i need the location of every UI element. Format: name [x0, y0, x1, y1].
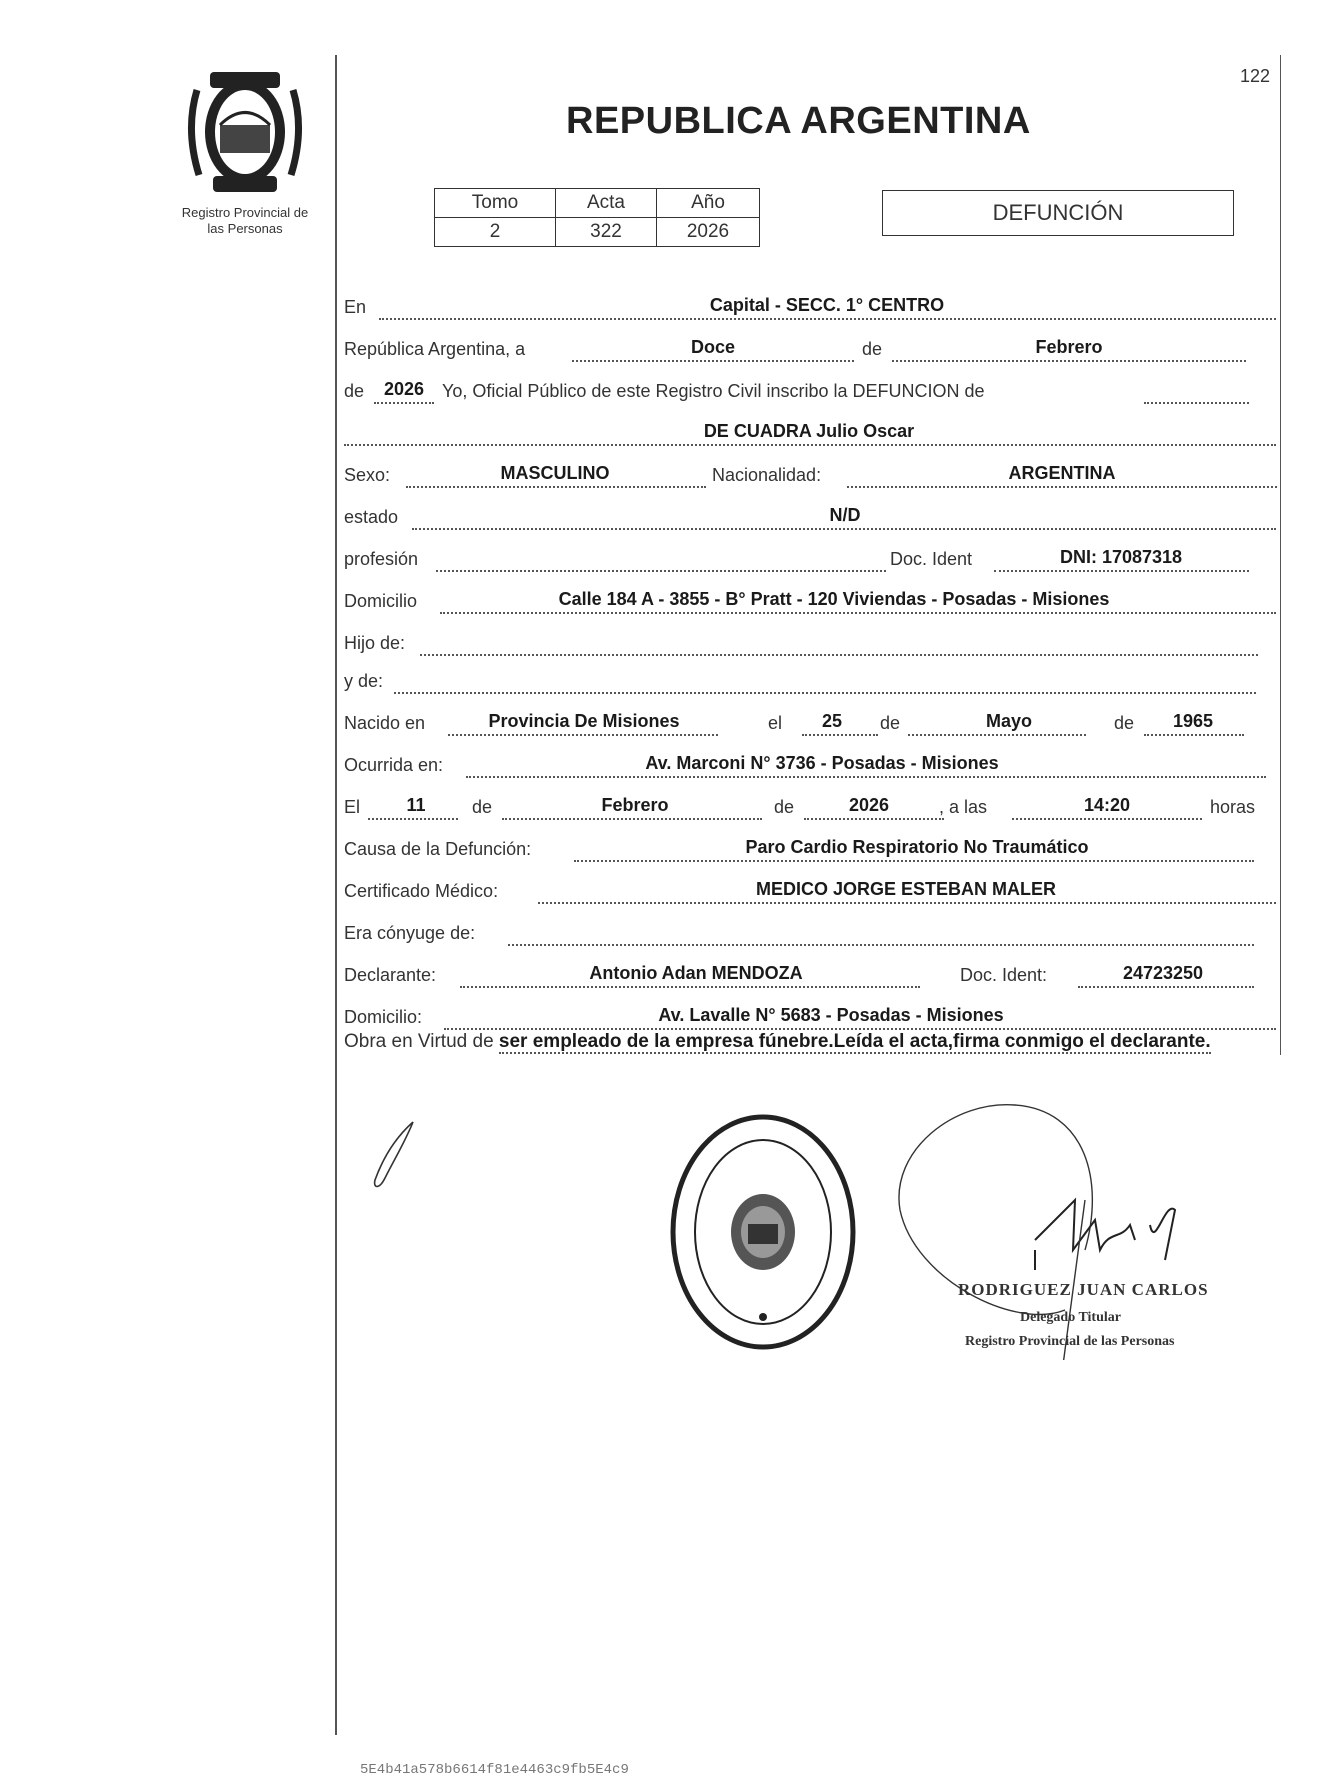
profesion-field [436, 546, 886, 572]
signatory-organization: Registro Provincial de las Personas [965, 1334, 1175, 1349]
record-table [434, 188, 760, 247]
row-estado [344, 502, 1276, 532]
conyuge-label: Era cónyuge de: [344, 923, 476, 943]
doc2-value: 24723250 [1122, 963, 1204, 983]
domicilio2-label: Domicilio: [344, 1007, 423, 1027]
estado-value: N/D [829, 505, 861, 525]
anio-header: Año [657, 189, 760, 218]
hijo-field [420, 630, 1258, 656]
anio-value: 2026 [383, 379, 425, 399]
nacido-value: Provincia De Misiones [488, 711, 680, 731]
dia-value: Doce [690, 337, 736, 357]
domicilio2-value: Av. Lavalle N° 5683 - Posadas - Misiones [658, 1005, 1004, 1025]
nacionalidad-label: Nacionalidad: [712, 465, 822, 485]
declarante-value: Antonio Adan MENDOZA [589, 963, 803, 983]
signatory-role: Delegado Titular [1020, 1310, 1121, 1325]
yde-field [394, 668, 1256, 694]
def-dia-value: 11 [406, 795, 426, 815]
footer-code: 5E4b41a578b6614f81e4463c9fb5E4c9 [360, 1762, 629, 1778]
conyuge-field [508, 920, 1254, 946]
row-fecha-defuncion [344, 792, 1276, 822]
nac-dia-value: 25 [821, 711, 843, 731]
profesion-label: profesión [344, 549, 419, 569]
horas-label: horas [1210, 797, 1256, 817]
ocurrida-value: Av. Marconi N° 3736 - Posadas - Misiones [645, 753, 999, 773]
mes-value: Febrero [1035, 337, 1103, 357]
def-hora-value: 14:20 [1083, 795, 1131, 815]
acta-header: Acta [556, 189, 657, 218]
de3-label: de [1114, 713, 1135, 733]
record-table-header-row [435, 189, 760, 218]
registry-label-line1: Registro Provincial de [181, 205, 309, 220]
registry-label-line2: las Personas [207, 221, 283, 236]
signatory-name: RODRIGUEZ JUAN CARLOS [958, 1280, 1209, 1299]
anio-prefix-label: de [344, 381, 365, 401]
row-profesion [344, 544, 1276, 574]
row-declarante [344, 960, 1276, 990]
el-label: el [768, 713, 783, 733]
domicilio-label: Domicilio [344, 591, 418, 611]
tomo-value: 2 [435, 218, 556, 247]
domicilio-value: Calle 184 A - 3855 - B° Pratt - 120 Viviendas - Posadas - Misiones [558, 589, 1110, 609]
record-type-box: DEFUNCIÓN [882, 190, 1234, 236]
nac-mes-value: Mayo [985, 711, 1033, 731]
row-sexo [344, 460, 1276, 490]
en-label: En [344, 297, 367, 317]
yo-field [1144, 378, 1249, 404]
row-causa [344, 834, 1276, 864]
obra-en-virtud [344, 1028, 1274, 1056]
row-yde [344, 666, 1276, 696]
right-margin-line [1280, 55, 1281, 1055]
ocurrida-label: Ocurrida en: [344, 755, 444, 775]
row-conyuge [344, 918, 1276, 948]
yo-text: Yo, Oficial Público de este Registro Civil inscribo la DEFUNCION de [442, 381, 985, 401]
sexo-value: MASCULINO [500, 463, 610, 483]
left-margin-line [335, 55, 337, 1735]
nacido-label: Nacido en [344, 713, 426, 733]
certificado-value: MEDICO JORGE ESTEBAN MALER [755, 879, 1057, 899]
nacionalidad-value: ARGENTINA [1008, 463, 1116, 483]
document-title: REPUBLICA ARGENTINA [566, 100, 1031, 142]
de2-label: de [880, 713, 901, 733]
row-hijo [344, 628, 1276, 658]
row-domicilio [344, 586, 1276, 616]
anio-value: 2026 [657, 218, 760, 247]
alas-label: , a las [939, 797, 988, 817]
row-en [344, 292, 1276, 322]
handwritten-mark [365, 1118, 425, 1194]
official-seal-stamp [668, 1112, 858, 1352]
def-anio-value: 2026 [848, 795, 890, 815]
causa-label: Causa de la Defunción: [344, 839, 532, 859]
el2-label: El [344, 797, 361, 817]
row-nacido [344, 708, 1276, 738]
en-value: Capital - SECC. 1° CENTRO [709, 295, 945, 315]
causa-value: Paro Cardio Respiratorio No Traumático [745, 837, 1089, 857]
doc-value: DNI: 17087318 [1059, 547, 1183, 567]
doc-label: Doc. Ident [890, 549, 973, 569]
row-fecha [344, 334, 1276, 364]
row-certificado [344, 876, 1276, 906]
republica-label: República Argentina, a [344, 339, 526, 359]
row-nombre [344, 418, 1276, 448]
estado-label: estado [344, 507, 399, 527]
de-label: de [862, 339, 883, 359]
obra-value: ser empleado de la empresa fúnebre.Leída el acta,firma conmigo el declarante. [498, 1031, 1211, 1052]
de4-label: de [472, 797, 493, 817]
registry-label [160, 205, 330, 237]
hijo-label: Hijo de: [344, 633, 406, 653]
obra-label: Obra en Virtud de [344, 1031, 494, 1052]
doc2-label: Doc. Ident: [960, 965, 1048, 985]
record-table-value-row [435, 218, 760, 247]
de5-label: de [774, 797, 795, 817]
yde-label: y de: [344, 671, 384, 691]
nac-anio-value: 1965 [1172, 711, 1214, 731]
page-number: 122 [1240, 66, 1271, 86]
declarante-label: Declarante: [344, 965, 437, 985]
sexo-label: Sexo: [344, 465, 391, 485]
row-anio [344, 376, 1276, 406]
acta-value: 322 [556, 218, 657, 247]
nombre-value: DE CUADRA Julio Oscar [703, 421, 915, 441]
certificado-label: Certificado Médico: [344, 881, 499, 901]
row-ocurrida [344, 750, 1276, 780]
tomo-header: Tomo [435, 189, 556, 218]
misiones-coat-of-arms-logo [185, 70, 305, 195]
def-mes-value: Febrero [601, 795, 669, 815]
